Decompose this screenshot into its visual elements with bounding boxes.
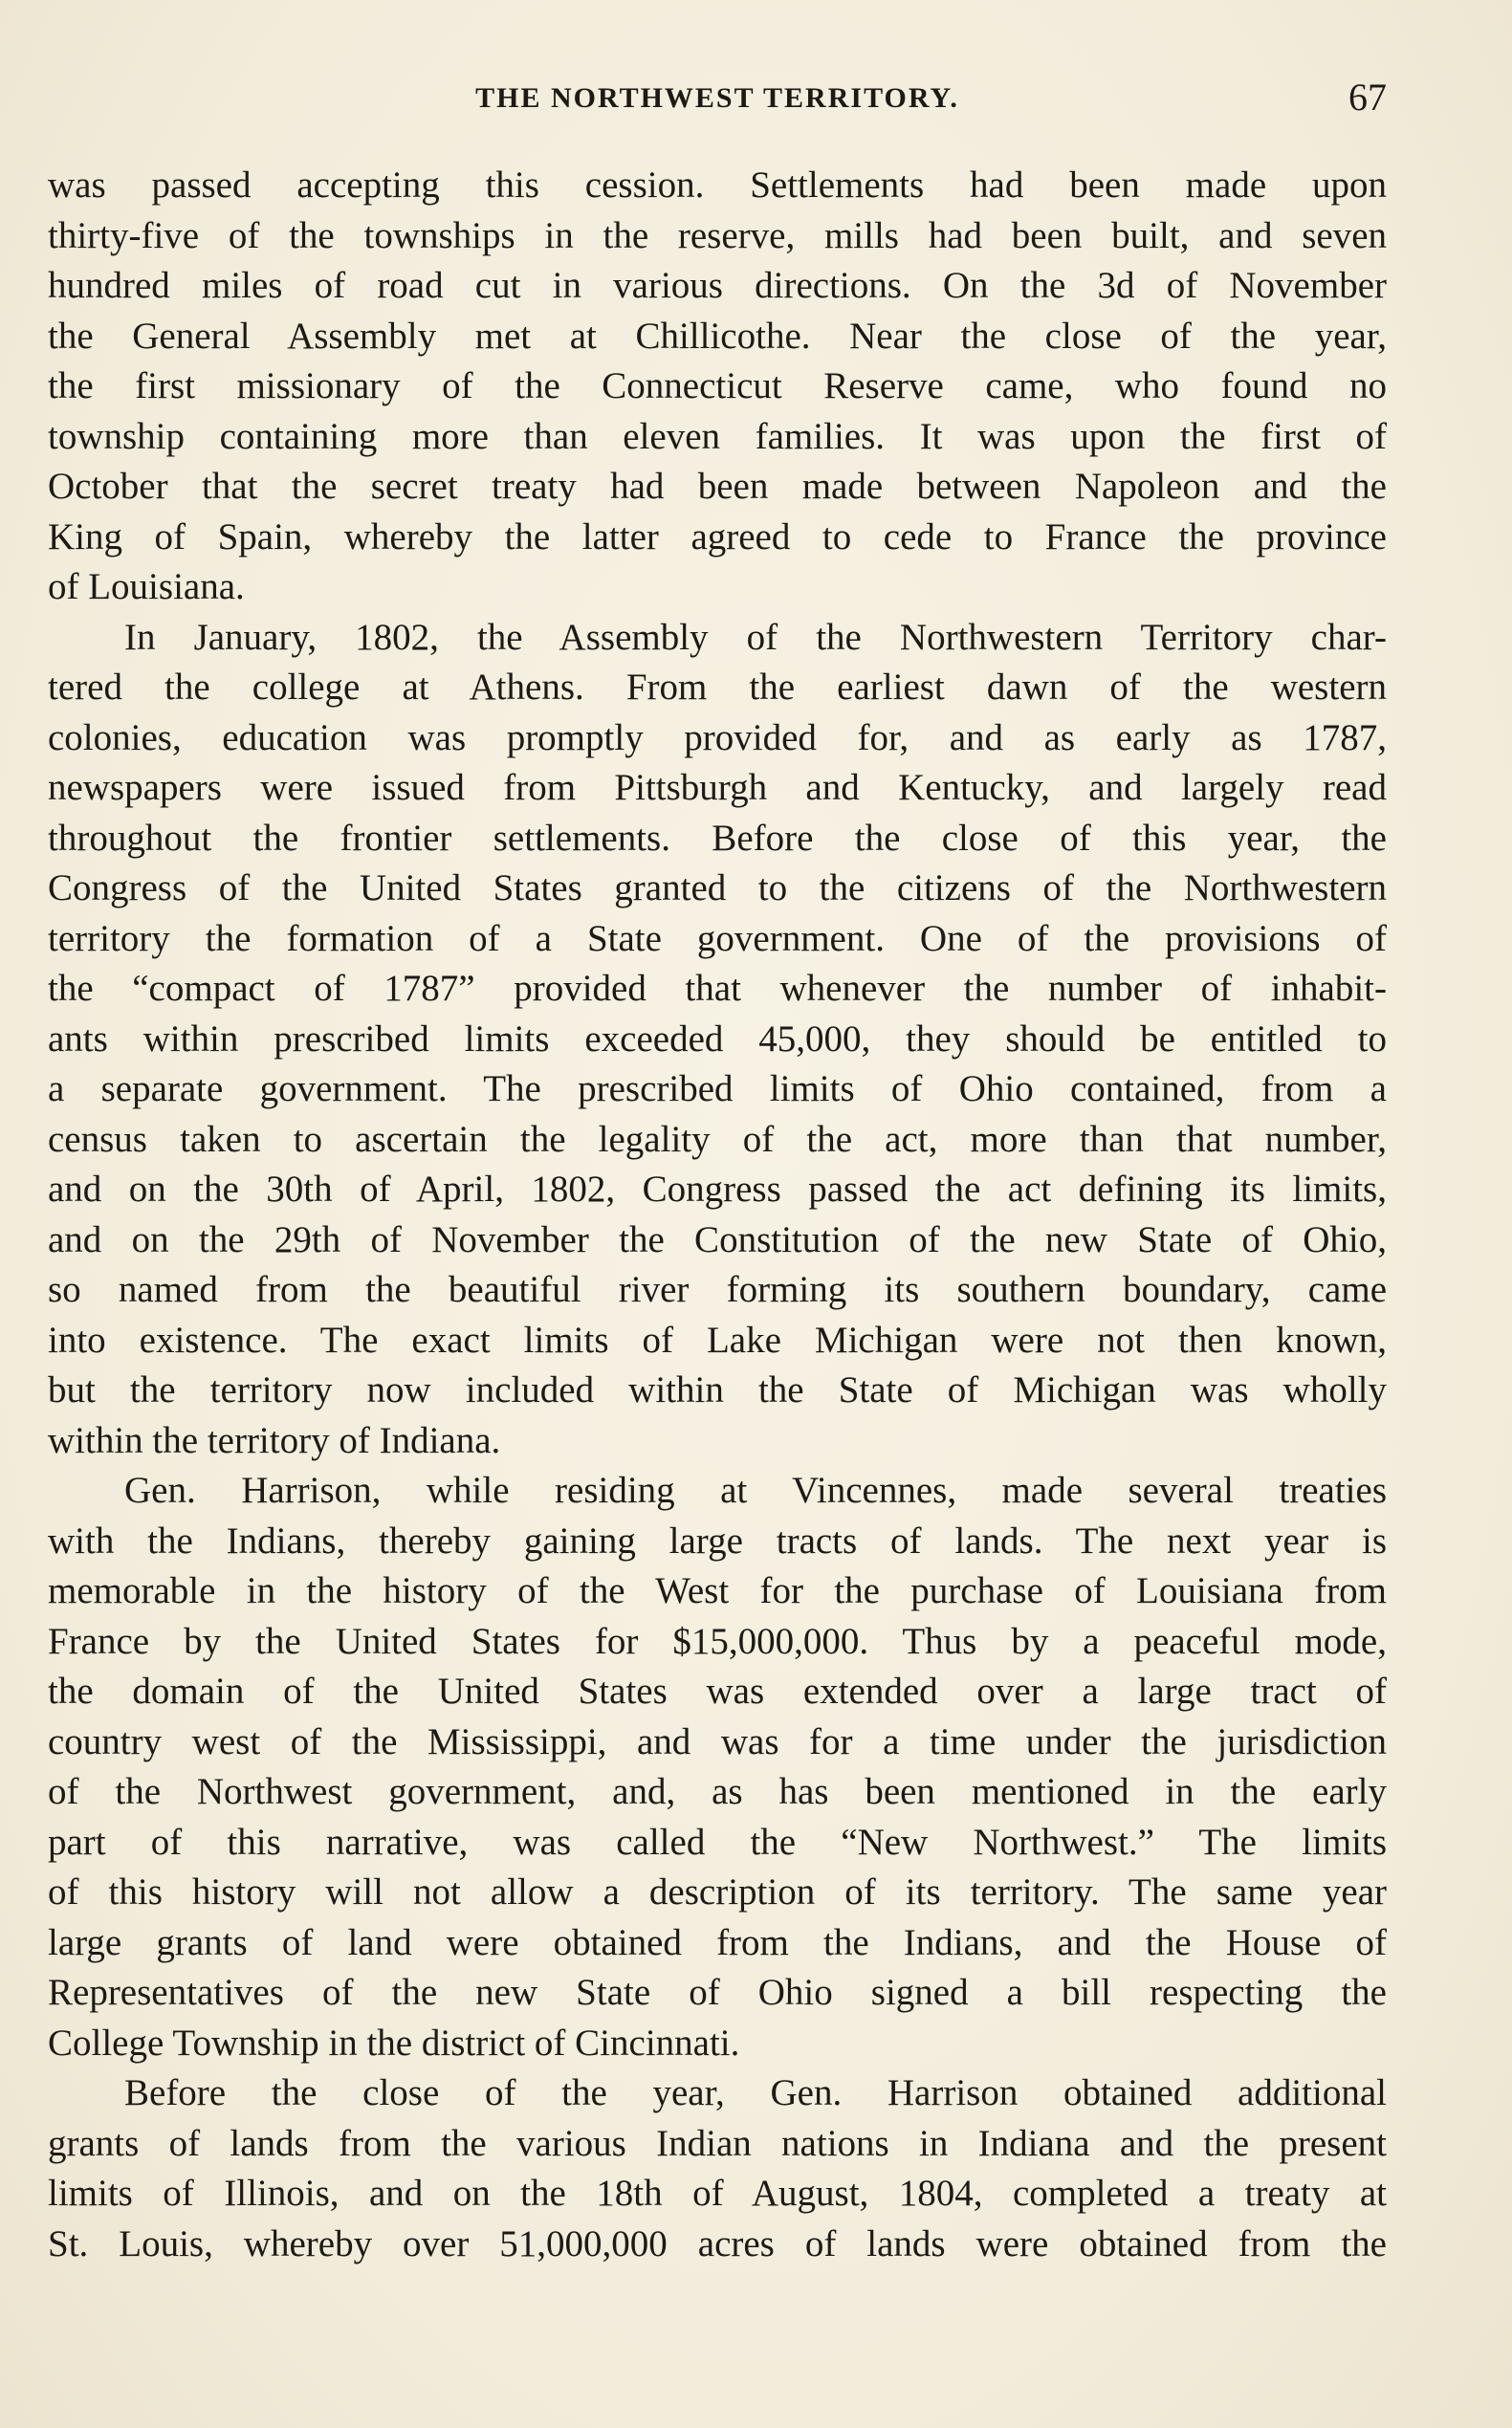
text-line: throughout the frontier settlements. Before the close of this year, the — [48, 817, 1387, 859]
text-line: was passed accepting this cession. Settlements had been made upon — [48, 164, 1387, 206]
text-line: of this history will not allow a description of its territory. The same year — [48, 1871, 1387, 1913]
text-line: Congress of the United States granted to the citizens of the Northwestern — [48, 867, 1387, 908]
body-text — [48, 161, 1387, 2269]
text-line: but the territory now included within the State of Michigan was wholly — [48, 1369, 1387, 1411]
text-line: within the territory of Indiana. — [48, 1419, 501, 1461]
text-line: into existence. The exact limits of Lake Michigan were not then known, — [48, 1319, 1387, 1361]
text-line: and on the 29th of November the Constitution of the new State of Ohio, — [48, 1218, 1387, 1260]
text-line: memorable in the history of the West for the purchase of Louisiana from — [48, 1570, 1387, 1611]
text-line: with the Indians, thereby gaining large tracts of lands. The next year is — [48, 1520, 1387, 1562]
text-line: the General Assembly met at Chillicothe. Near the close of the year, — [48, 315, 1387, 357]
text-line: King of Spain, whereby the latter agreed to cede to France the province — [48, 515, 1387, 558]
text-line: In January, 1802, the Assembly of the Northwestern Territory char- — [124, 616, 1387, 658]
text-line: country west of the Mississippi, and was for a time under the jurisdiction — [48, 1720, 1387, 1762]
running-head-title: THE NORTHWEST TERRITORY. — [475, 82, 959, 114]
text-line: large grants of land were obtained from the Indians, and the House of — [48, 1921, 1387, 1963]
text-line: October that the secret treaty had been made between Napoleon and the — [48, 466, 1387, 507]
text-line: Before the close of the year, Gen. Harrison obtained additional — [124, 2072, 1387, 2113]
text-line: colonies, education was promptly provided for, and as early as 1787, — [48, 716, 1387, 758]
text-line: part of this narrative, was called the “New Northwest.” The limits — [48, 1821, 1387, 1863]
text-line: of the Northwest government, and, as has been mentioned in the early — [48, 1771, 1387, 1812]
text-line: grants of lands from the various Indian nations in Indiana and the present — [48, 2122, 1387, 2164]
text-line: the first missionary of the Connecticut Reserve came, who found no — [48, 365, 1387, 406]
text-line: the “compact of 1787” provided that whenever the number of inhabit- — [48, 968, 1387, 1009]
text-line: thirty-five of the townships in the reserve, mills had been built, and seven — [48, 214, 1387, 256]
text-line: Gen. Harrison, while residing at Vincennes, made several treaties — [124, 1470, 1387, 1511]
text-line: Representatives of the new State of Ohio signed a bill respecting the — [48, 1972, 1387, 2013]
text-line: census taken to ascertain the legality of the act, more than that number, — [48, 1118, 1387, 1160]
text-line: township containing more than eleven families. It was upon the first of — [48, 415, 1387, 457]
text-line: St. Louis, whereby over 51,000,000 acres of lands were obtained from the — [48, 2222, 1387, 2264]
text-line: France by the United States for $15,000,000. Thus by a peaceful mode, — [48, 1620, 1387, 1662]
running-head — [48, 75, 1387, 122]
text-line: the domain of the United States was extended over a large tract of — [48, 1671, 1387, 1712]
text-line: a separate government. The prescribed limits of Ohio contained, from a — [48, 1068, 1387, 1109]
text-line: of Louisiana. — [48, 566, 245, 607]
text-line: hundred miles of road cut in various directions. On the 3d of November — [48, 265, 1387, 306]
page-number: 67 — [1348, 76, 1387, 119]
text-line: limits of Illinois, and on the 18th of August, 1804, completed a treaty at — [48, 2173, 1387, 2214]
text-line: newspapers were issued from Pittsburgh and Kentucky, and largely read — [48, 767, 1387, 808]
text-line: so named from the beautiful river forming its southern boundary, came — [48, 1269, 1387, 1310]
text-line: tered the college at Athens. From the earliest dawn of the western — [48, 667, 1387, 708]
text-line: and on the 30th of April, 1802, Congress passed the act defining its limits, — [48, 1169, 1387, 1210]
text-line: College Township in the district of Cincinnati. — [48, 2022, 740, 2064]
text-line: ants within prescribed limits exceeded 45,000, they should be entitled to — [48, 1017, 1387, 1060]
text-line: territory the formation of a State government. One of the provisions of — [48, 917, 1387, 959]
